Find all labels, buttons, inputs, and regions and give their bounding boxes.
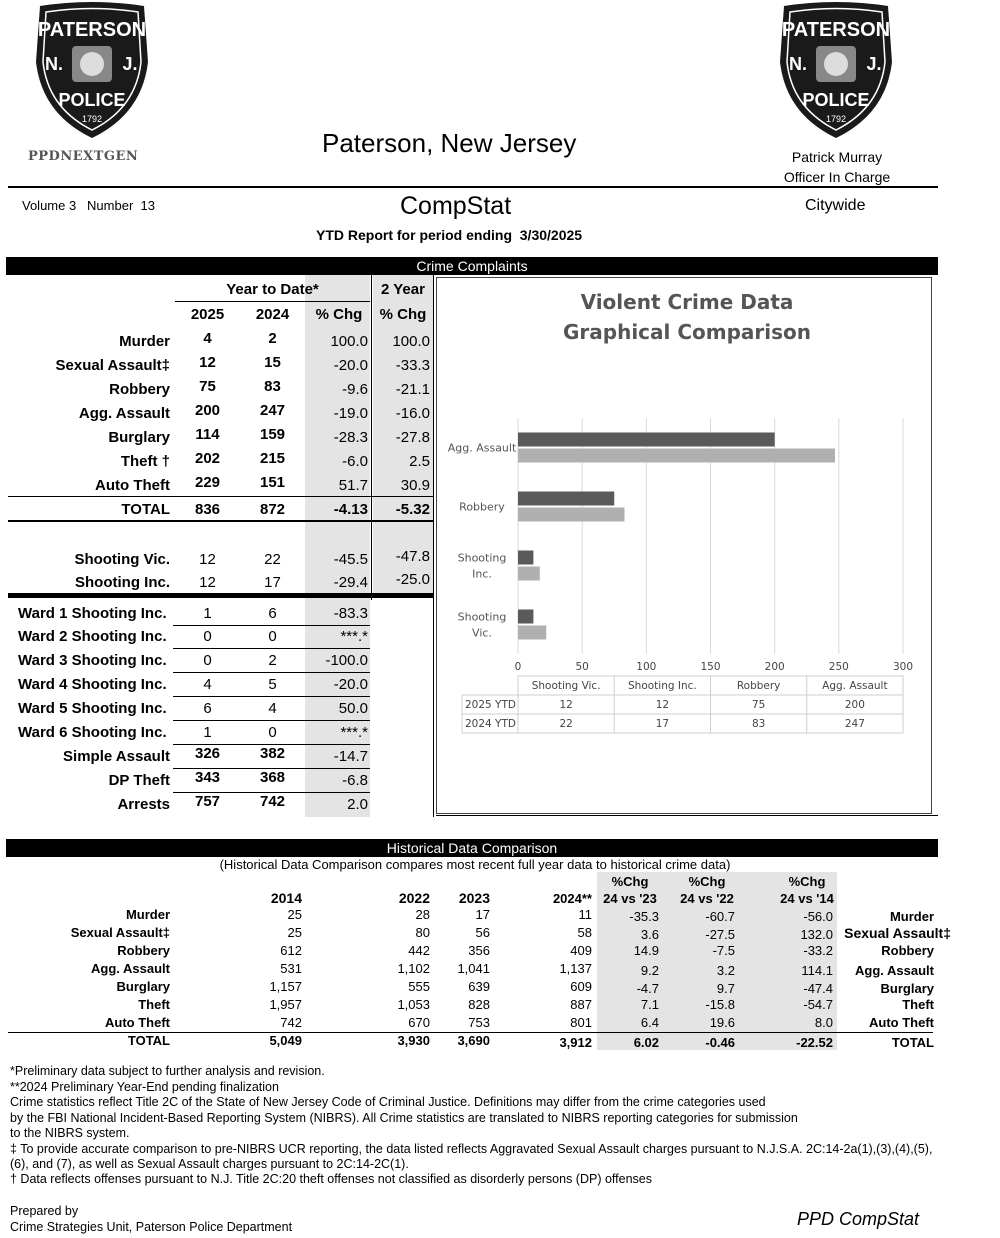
ytd-header: Year to Date* — [226, 281, 319, 298]
chart-category-label: Inc. — [472, 567, 492, 581]
chart-bar — [518, 492, 614, 506]
chart-table-value: 22 — [559, 718, 573, 730]
chart-svg — [437, 278, 931, 813]
col-pct-chg: % Chg — [315, 306, 363, 323]
crime-row-auto-theft: Auto Theft 229 151 51.7 30.9 — [95, 474, 430, 494]
citywide-label: Citywide — [805, 197, 866, 214]
col-2025: 2025 — [190, 306, 225, 323]
chart-bar — [518, 508, 625, 522]
report-period: YTD Report for period ending 3/30/2025 — [316, 227, 583, 243]
ward-row-5: Ward 5 Shooting Inc. 6 4 50.0 — [18, 700, 368, 717]
ward-row-3: Ward 3 Shooting Inc. 0 2 -100.0 — [18, 652, 368, 669]
chart-table-header: Robbery — [736, 680, 781, 692]
chart-category-label: Robbery — [459, 500, 505, 514]
police-badge-right — [776, 2, 896, 140]
note-title2c-1: Crime statistics reflect Title 2C of the State of New Jersey Code of Criminal Justice. Definitions may differ from the crime categories used — [10, 1095, 766, 1109]
chart-bar — [518, 567, 540, 581]
note-preliminary: *Preliminary data subject to further analysis and revision. — [10, 1064, 325, 1078]
note-sexual-assault-2: (6), and (7), as well as Sexual Assault charges pursuant to 2C:14-2C(1). — [10, 1157, 409, 1171]
historical-subtitle: (Historical Data Comparison compares most recent full year data to historical crime data) — [219, 857, 731, 872]
chart-xtick-label: 300 — [892, 661, 914, 673]
ward-row-4: Ward 4 Shooting Inc. 4 5 -20.0 — [18, 676, 368, 693]
hist-row-auto-theft: Auto Theft 742 670 753 801 6.4 19.6 8.0 Auto Theft — [105, 1015, 934, 1030]
svg-text:POLICE: POLICE — [802, 90, 870, 110]
ward-row-2: Ward 2 Shooting Inc. 0 0 ***.* — [18, 628, 368, 645]
chart-category-label: Agg. Assault — [447, 441, 517, 455]
svg-text:J.: J. — [866, 54, 882, 74]
chart-table-value: 200 — [844, 699, 865, 711]
volume-number: Volume 3 Number 13 — [22, 198, 155, 213]
two-year-header: 2 Year — [381, 281, 425, 298]
svg-text:1792: 1792 — [825, 114, 847, 124]
hist-row-sexual-assault: Sexual Assault‡ 25 80 56 58 3.6 -27.5 132.0 Sexual Assault‡ — [70, 925, 951, 942]
chart-title-line1: Violent Crime Data — [580, 290, 794, 314]
hist-row-burglary: Burglary 1,157 555 639 609 -4.7 9.7 -47.4 Burglary — [116, 979, 934, 996]
hist-row-theft: Theft 1,957 1,053 828 887 7.1 -15.8 -54.7 Theft — [138, 997, 934, 1012]
chart-category-label: Shooting — [457, 551, 507, 565]
chart-bar — [518, 551, 533, 565]
hist-row-total: TOTAL 5,049 3,930 3,690 3,912 6.02 -0.46 -22.52 TOTAL — [127, 1033, 934, 1050]
officer-name: Patrick Murray — [791, 149, 883, 165]
chart-table-value: 17 — [655, 718, 670, 730]
chart-category-label: Shooting — [457, 610, 507, 624]
shooting-row-incidents: Shooting Inc. 12 17 -29.4 -25.0 — [75, 571, 430, 591]
crime-complaints-bar: Crime Complaints — [6, 257, 938, 275]
chart-xtick-label: 250 — [828, 661, 849, 673]
chart-xtick-label: 0 — [514, 661, 522, 673]
chart-category-label: Vic. — [472, 626, 492, 640]
chart-title-line2: Graphical Comparison — [562, 320, 812, 344]
chart-table-header: Shooting Vic. — [531, 680, 601, 692]
hist-col-2023: 2023 — [458, 890, 490, 906]
chart-xtick-label: 100 — [636, 661, 657, 673]
hist-col-2024: 2024** — [552, 891, 592, 906]
crime-row-robbery: Robbery 75 83 -9.6 -21.1 — [109, 378, 430, 398]
chart-table-header: Agg. Assault — [822, 680, 888, 692]
crime-row-burglary: Burglary 114 159 -28.3 -27.8 — [108, 426, 430, 446]
svg-text:1792: 1792 — [81, 114, 103, 124]
ward-row-6: Ward 6 Shooting Inc. 1 0 ***.* — [18, 724, 368, 741]
crime-row-agg-assault: Agg. Assault 200 247 -19.0 -16.0 — [78, 402, 430, 422]
hist-row-agg-assault: Agg. Assault 531 1,102 1,041 1,137 9.2 3.2 114.1 Agg. Assault — [91, 961, 934, 978]
svg-text:POLICE: POLICE — [58, 90, 126, 110]
badge-top-text: PATERSON — [37, 19, 147, 41]
note-2024: **2024 Preliminary Year-End pending finalization — [10, 1080, 279, 1094]
svg-text:N.: N. — [789, 54, 807, 74]
chart-xtick-label: 50 — [575, 661, 589, 673]
chart-bar — [518, 449, 835, 463]
ward-row-1: Ward 1 Shooting Inc. 1 6 -83.3 — [18, 605, 368, 622]
note-title2c-3: to the NIBRS system. — [10, 1126, 130, 1140]
chart-table-value: 83 — [751, 718, 766, 730]
hist-row-murder: Murder 25 28 17 11 -35.3 -60.7 -56.0 Murder — [125, 907, 934, 924]
other-row-arrests: Arrests 757 742 2.0 — [117, 793, 368, 813]
nextgen-logo: PPDNEXTGEN — [28, 149, 139, 164]
header-divider — [8, 186, 938, 188]
note-title2c-2: by the FBI National Incident-Based Reporting System (NIBRS). All Crime statistics are translated to NIBRS reporting categories for submission — [10, 1111, 798, 1125]
chart-bar — [518, 610, 533, 624]
chart-xtick-label: 200 — [764, 661, 785, 673]
chart-table-value: 12 — [559, 699, 573, 711]
violent-crime-chart — [436, 277, 932, 814]
compstat-title: CompStat — [400, 192, 512, 220]
prepared-unit: Crime Strategies Unit, Paterson Police Department — [10, 1220, 293, 1234]
svg-text:PATERSON: PATERSON — [781, 19, 891, 41]
crime-row-sexual-assault: Sexual Assault‡ 12 15 -20.0 -33.3 — [55, 354, 430, 374]
svg-text:N.: N. — [45, 54, 63, 74]
chart-xtick-label: 150 — [700, 661, 721, 673]
note-sexual-assault-1: ‡ To provide accurate comparison to pre-NIBRS UCR reporting, the data listed reflects Aggravated Sexual Assault charges pursuant to N.J.S.A. 2C:14-2a(1),(3),(4),(5), — [10, 1142, 933, 1156]
officer-title: Officer In Charge — [783, 169, 891, 185]
crime-row-total: TOTAL 836 872 -4.13 -5.32 — [121, 501, 430, 518]
chart-table-series-label: 2024 YTD — [465, 718, 516, 730]
complaints-table — [0, 275, 440, 820]
historical-table: %Chg %Chg %Chg 2014 2022 2023 2024** 24 vs '23 24 vs '22 24 vs '14 Murder 25 28 17 11 -35.3 -60.7 -56.0 Murder Sexual Assault‡ 25 80 56 58 3.6 -27.5 132.0 Sexual Assault‡ Robbery 612 442 356 409 14.9 -7.5 -33.2 Robbery Agg. Assault 531 1,102 1,041 1,137 9.2 3.2 114.1 Agg. Assault Burglary 1,157 555 639 609 -4.7 9.7 -47.4 Burglary Theft 1,957 1,053 828 887 7.1 -15.8 -54.7 Theft Auto Theft 742 670 753 801 6.4 19.6 8.0 Auto Theft TOTAL 5,049 3,930 3,690 3,912 6.02 -0.46 -22.52 TOTAL — [0, 872, 940, 1052]
prepared-by: Prepared by — [10, 1204, 79, 1218]
note-theft: † Data reflects offenses pursuant to N.J. Title 2C:20 theft offenses not classified as disorderly persons (DP) offenses — [10, 1172, 652, 1186]
historical-bar: Historical Data Comparison — [6, 839, 938, 857]
hist-col-2014: 2014 — [270, 890, 302, 906]
chart-bar — [518, 626, 546, 640]
crime-row-theft: Theft † 202 215 -6.0 2.5 — [120, 450, 430, 470]
ppd-compstat-brand: PPD CompStat — [797, 1209, 920, 1229]
other-row-dp-theft: DP Theft 343 368 -6.8 — [108, 769, 368, 789]
chart-table-value: 75 — [751, 699, 766, 711]
chart-table-series-label: 2025 YTD — [465, 699, 516, 711]
police-badge-left — [32, 2, 152, 140]
city-title: Paterson, New Jersey — [322, 128, 577, 158]
col-2024: 2024 — [255, 306, 290, 323]
other-row-simple-assault: Simple Assault 326 382 -14.7 — [63, 745, 368, 765]
shooting-row-victims: Shooting Vic. 12 22 -45.5 -47.8 — [74, 548, 430, 568]
svg-text:J.: J. — [122, 54, 138, 74]
chart-table-header: Shooting Inc. — [628, 680, 697, 692]
hist-col-2022: 2022 — [398, 890, 430, 906]
crime-row-murder: Murder 4 2 100.0 100.0 — [119, 330, 430, 350]
chart-bar — [518, 433, 775, 447]
chart-table-value: 247 — [844, 718, 865, 730]
col-pct-chg-2yr: % Chg — [379, 306, 427, 323]
chart-table-value: 12 — [655, 699, 670, 711]
hist-row-robbery: Robbery 612 442 356 409 14.9 -7.5 -33.2 Robbery — [117, 943, 934, 958]
